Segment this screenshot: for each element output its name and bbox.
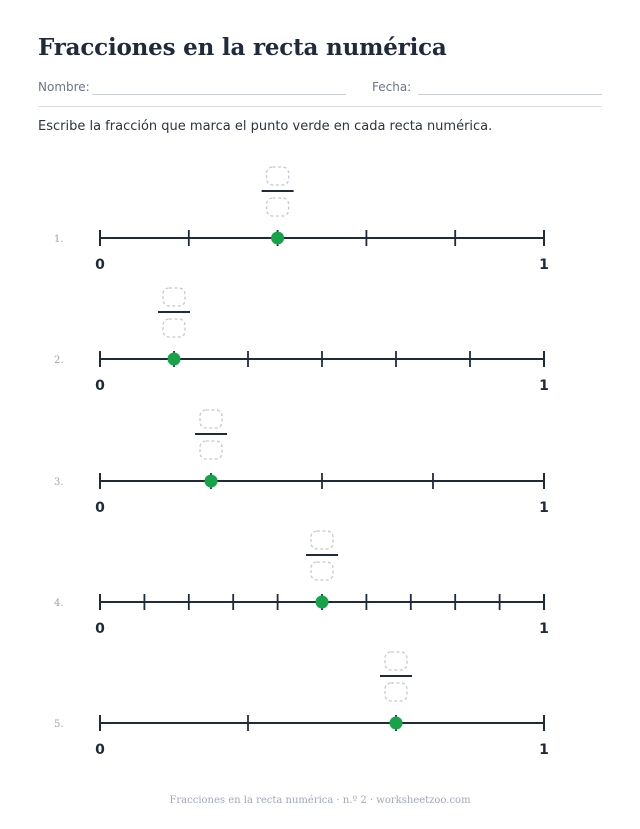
problem-number-3: 3.: [54, 477, 64, 488]
green-point-5: [390, 717, 403, 730]
date-label: Fecha:: [372, 80, 412, 94]
problem-number-5: 5.: [54, 719, 64, 730]
denominator-box-1[interactable]: [267, 198, 289, 216]
start-label: 0: [95, 500, 105, 516]
green-point-2: [168, 353, 181, 366]
end-label: 1: [539, 257, 549, 273]
problem-number-1: 1.: [54, 234, 64, 245]
numerator-box-2[interactable]: [163, 288, 185, 306]
denominator-box-2[interactable]: [163, 319, 185, 337]
denominator-box-4[interactable]: [311, 562, 333, 580]
denominator-box-3[interactable]: [200, 441, 222, 459]
worksheet-title: Fracciones en la recta numérica: [38, 34, 447, 61]
end-label: 1: [539, 378, 549, 394]
name-label: Nombre:: [38, 80, 90, 94]
instructions: Escribe la fracción que marca el punto verde en cada recta numérica.: [38, 119, 493, 134]
footer-text: Fracciones en la recta numérica · n.º 2 · worksheetzoo.com: [169, 795, 471, 806]
start-label: 0: [95, 742, 105, 758]
start-label: 0: [95, 257, 105, 273]
problem-number-4: 4.: [54, 598, 64, 609]
green-point-4: [316, 596, 329, 609]
end-label: 1: [539, 621, 549, 637]
end-label: 1: [539, 742, 549, 758]
start-label: 0: [95, 378, 105, 394]
problem-number-2: 2.: [54, 355, 64, 366]
green-point-3: [205, 475, 218, 488]
end-label: 1: [539, 500, 549, 516]
numerator-box-5[interactable]: [385, 652, 407, 670]
start-label: 0: [95, 621, 105, 637]
denominator-box-5[interactable]: [385, 683, 407, 701]
green-point-1: [271, 232, 284, 245]
numerator-box-4[interactable]: [311, 531, 333, 549]
numerator-box-1[interactable]: [267, 167, 289, 185]
numerator-box-3[interactable]: [200, 410, 222, 428]
